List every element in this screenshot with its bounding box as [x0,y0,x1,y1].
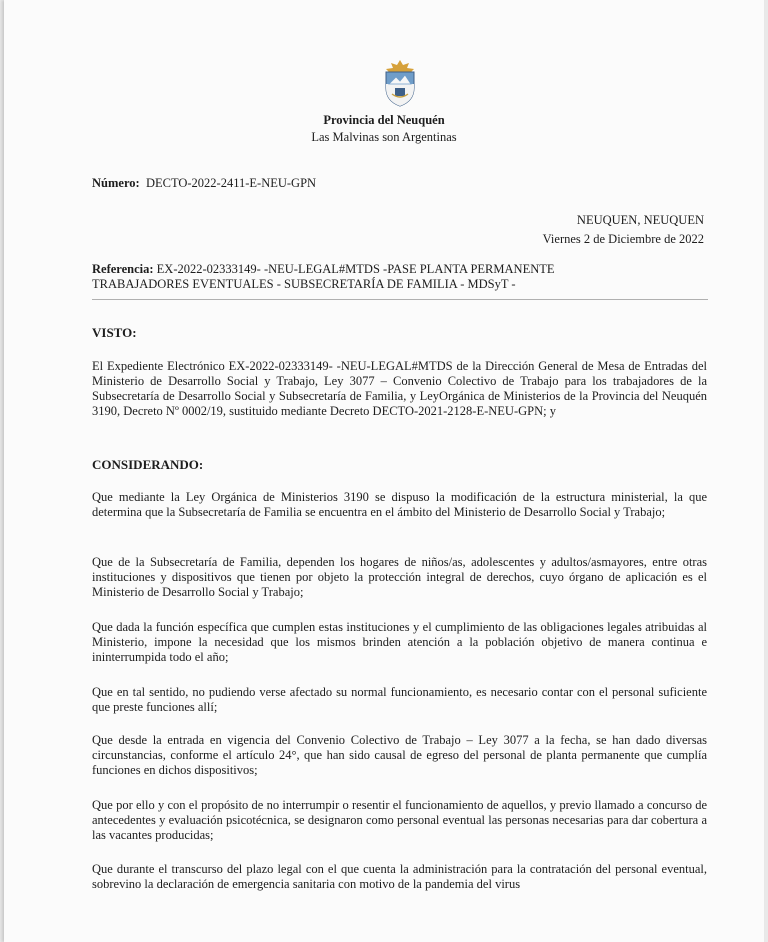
number-label: Número: [92,176,140,190]
reference-text: EX-2022-02333149- -NEU-LEGAL#MTDS -PASE PLANTA PERMANENTE TRABAJADORES EVENTUALES - SUBSECRETARÍA DE FAMILIA - MDSyT - [92,262,555,291]
visto-heading: VISTO: [92,325,137,340]
considerando-paragraph: Que de la Subsecretaría de Familia, dependen los hogares de niños/as, adolescentes y adultos/asmayores, entre otras instituciones y dispositivos que tienen por objeto la protección integral de derechos, cuyo órgano de aplicación es el Ministerio de Desarrollo Social y Trabajo; [92,555,707,599]
city: NEUQUEN, NEUQUEN [576,213,704,227]
province-name: Provincia del Neuquén [323,113,445,127]
provincial-crest-icon [379,58,421,108]
considerando-paragraph: Que en tal sentido, no pudiendo verse afectado su normal funcionamiento, es necesario contar con el personal suficiente que preste funciones allí; [92,685,707,714]
considerando-paragraph: Que desde la entrada en vigencia del Convenio Colectivo de Trabajo – Ley 3077 a la fecha, se han dado diversas circunstancias, conforme el artículo 24°, que han sido causal de egreso del personal de planta permanente que cumplía funciones en dichos dispositivos; [92,733,707,777]
document-header [4,112,764,146]
considerando-paragraph: Que dada la función específica que cumplen estas instituciones y el cumplimiento de las obligaciones legales atribuidas al Ministerio, impone la necesidad que los mismos brinden atención a la población objetivo de manera continua e ininterrumpida todo el año; [92,620,707,664]
divider [92,299,708,300]
considerando-paragraph: Que por ello y con el propósito de no interrumpir o resentir el funcionamiento de aquellos, y previo llamado a concurso de antecedentes y evaluación psicotécnica, se designaron como personal eventual las personas necesarias para dar cobertura a las vacantes producidas; [92,798,707,842]
visto-paragraph: El Expediente Electrónico EX-2022-02333149- -NEU-LEGAL#MTDS de la Dirección General de Mesa de Entradas del Ministerio de Desarrollo Social y Trabajo, Ley 3077 – Convenio Colectivo de Trabajo para los trabajadores de la Subsecretaría de Desarrollo Social y Subsecretaría de Familia, y LeyOrgánica de Ministerios de la Provincia del Neuquén 3190, Decreto Nº 0002/19, sustituido mediante Decreto DECTO-2021-2128-E-NEU-GPN; y [92,359,707,418]
place-and-date [543,211,704,249]
considerando-paragraph: Que mediante la Ley Orgánica de Ministerios 3190 se dispuso la modificación de la estructura ministerial, la que determina que la Subsecretaría de Familia se encuentra en el ámbito del Ministerio de Desarrollo Social y Trabajo; [92,490,707,519]
document-number [92,176,316,191]
considerando-paragraph: Que durante el transcurso del plazo legal con el que cuenta la administración para la contratación del personal eventual, sobrevino la declaración de emergencia sanitaria con motivo de la pandemia del virus [92,862,707,891]
reference-label: Referencia: [92,262,154,276]
number-value: DECTO-2022-2411-E-NEU-GPN [145,176,317,190]
date: Viernes 2 de Diciembre de 2022 [542,232,704,246]
document-page [4,0,764,942]
considerando-heading: CONSIDERANDO: [92,457,204,472]
motto: Las Malvinas son Argentinas [311,130,457,144]
reference [92,262,652,292]
